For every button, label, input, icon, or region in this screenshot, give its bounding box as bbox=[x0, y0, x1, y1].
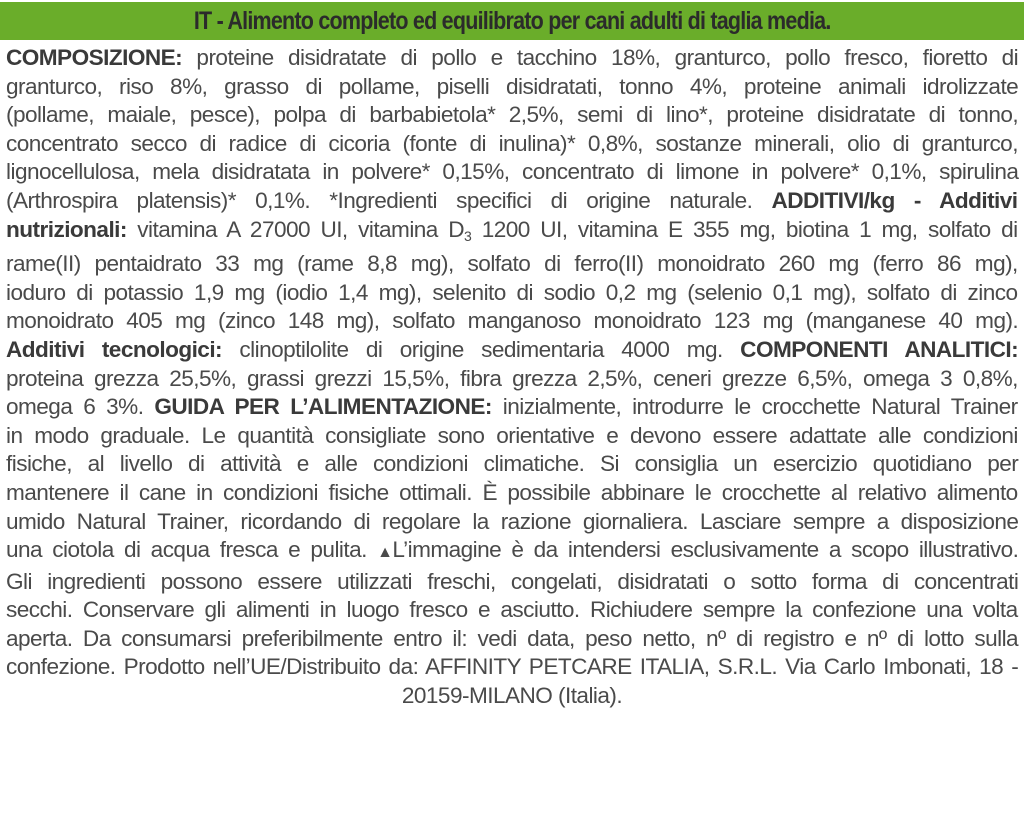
text-line bbox=[6, 250, 1018, 279]
label-text-block bbox=[6, 44, 1018, 711]
text-segment: aperta. Da consumarsi preferibilmente entro il: vedi data, peso netto, nº di registro e nº di lotto sulla bbox=[6, 625, 1019, 651]
text-line bbox=[6, 568, 1018, 597]
text-line bbox=[6, 101, 1018, 130]
section-heading: nutrizionali: bbox=[6, 216, 127, 242]
text-segment: granturco, riso 8%, grasso di pollame, piselli disidratati, tonno 4%, proteine animali idrolizzate bbox=[6, 73, 1019, 99]
section-heading: COMPONENTI ANALITICI: bbox=[740, 336, 1019, 362]
text-segment: vitamina A 27000 UI, vitamina D bbox=[126, 216, 465, 242]
text-segment: L’immagine è da intendersi esclusivamente a scopo illustrativo. bbox=[392, 537, 1019, 563]
text-segment: omega 6 3%. bbox=[6, 394, 155, 420]
section-heading: ADDITIVI/kg - Additivi bbox=[771, 187, 1018, 213]
text-line bbox=[6, 130, 1018, 159]
text-segment: clinoptilolite di origine sedimentaria 4000 mg. bbox=[222, 336, 741, 362]
text-segment: in modo graduale. Le quantità consigliate sono orientative e devono essere adattate alle condizioni bbox=[6, 422, 1018, 448]
text-segment: fisiche, al livello di attività e alle condizioni climatiche. Si consiglia un esercizio quotidiano per bbox=[6, 451, 1019, 477]
text-segment: 20159-MILANO (Italia). bbox=[401, 683, 623, 709]
text-line bbox=[6, 73, 1018, 102]
text-line bbox=[6, 596, 1018, 625]
text-line bbox=[6, 279, 1018, 308]
text-line bbox=[6, 187, 1018, 216]
text-segment: lignocellulosa, mela disidratata in polvere* 0,15%, concentrato di limone in polvere* 0,1%, spirulina bbox=[6, 159, 1019, 185]
text-segment: monoidrato 405 mg (zinco 148 mg), solfato manganoso monoidrato 123 mg (manganese 40 mg). bbox=[6, 308, 1019, 334]
text-line bbox=[6, 365, 1018, 394]
section-heading: Additivi tecnologici: bbox=[6, 336, 223, 362]
text-line bbox=[6, 653, 1018, 682]
text-segment: una ciotola di acqua fresca e pulita. bbox=[6, 537, 378, 563]
text-segment: ioduro di potassio 1,9 mg (iodio 1,4 mg), selenito di sodio 0,2 mg (selenio 0,1 mg), solfato di zinco bbox=[6, 279, 1018, 305]
section-heading: COMPOSIZIONE: bbox=[6, 45, 183, 70]
text-line bbox=[6, 536, 1018, 568]
text-line bbox=[6, 450, 1018, 479]
section-heading: GUIDA PER L’ALIMENTAZIONE: bbox=[154, 394, 492, 420]
text-line bbox=[6, 216, 1018, 251]
text-segment: inizialmente, introdurre le crocchette Natural Trainer bbox=[491, 394, 1018, 420]
text-line bbox=[6, 422, 1018, 451]
page-title: IT - Alimento completo ed equilibrato per cani adulti di taglia media. bbox=[193, 6, 831, 35]
text-line bbox=[6, 625, 1018, 654]
text-segment: Gli ingredienti possono essere utilizzati freschi, congelati, disidratati o sotto forma di concentrati bbox=[6, 568, 1019, 594]
text-segment: 1200 UI, vitamina E 355 mg, biotina 1 mg, solfato di bbox=[471, 216, 1018, 242]
text-line bbox=[6, 44, 1018, 73]
text-segment: proteine disidratate di pollo e tacchino 18%, granturco, pollo fresco, fioretto di bbox=[182, 45, 1019, 70]
text-segment: concentrato secco di radice di cicoria (fonte di inulina)* 0,8%, sostanze minerali, olio di granturco, bbox=[6, 130, 1018, 156]
text-segment: mantenere il cane in condizioni fisiche ottimali. È possibile abbinare le crocchette al relativo alimento bbox=[6, 479, 1018, 505]
header-banner bbox=[0, 2, 1024, 40]
text-line bbox=[6, 479, 1018, 508]
text-line bbox=[6, 158, 1018, 187]
text-line bbox=[6, 393, 1018, 422]
triangle-icon: ▲ bbox=[377, 544, 393, 562]
text-segment: rame(II) pentaidrato 33 mg (rame 8,8 mg), solfato di ferro(II) monoidrato 260 mg (ferro 86 mg), bbox=[6, 251, 1018, 277]
text-segment: umido Natural Trainer, ricordando di regolare la razione giornaliera. Lasciare sempre a disposizione bbox=[6, 508, 1019, 534]
text-segment: (Arthrospira platensis)* 0,1%. *Ingredienti specifici di origine naturale. bbox=[6, 187, 772, 213]
text-segment: confezione. Prodotto nell’UE/Distribuito da: AFFINITY PETCARE ITALIA, S.R.L. Via Carlo Imbonati, 18 - bbox=[6, 654, 1019, 680]
text-segment: secchi. Conservare gli alimenti in luogo fresco e asciutto. Richiudere sempre la confezione una volta bbox=[6, 597, 1018, 623]
text-line bbox=[6, 307, 1018, 336]
text-line bbox=[6, 336, 1018, 365]
text-segment: (pollame, maiale, pesce), polpa di barbabietola* 2,5%, semi di lino*, proteine disidratate di tonno, bbox=[6, 102, 1019, 128]
text-line bbox=[6, 682, 1018, 711]
subscript: 3 bbox=[464, 227, 472, 244]
text-segment: proteina grezza 25,5%, grassi grezzi 15,5%, fibra grezza 2,5%, ceneri grezze 6,5%, omega 3 0,8%, bbox=[6, 365, 1018, 391]
text-line bbox=[6, 508, 1018, 537]
